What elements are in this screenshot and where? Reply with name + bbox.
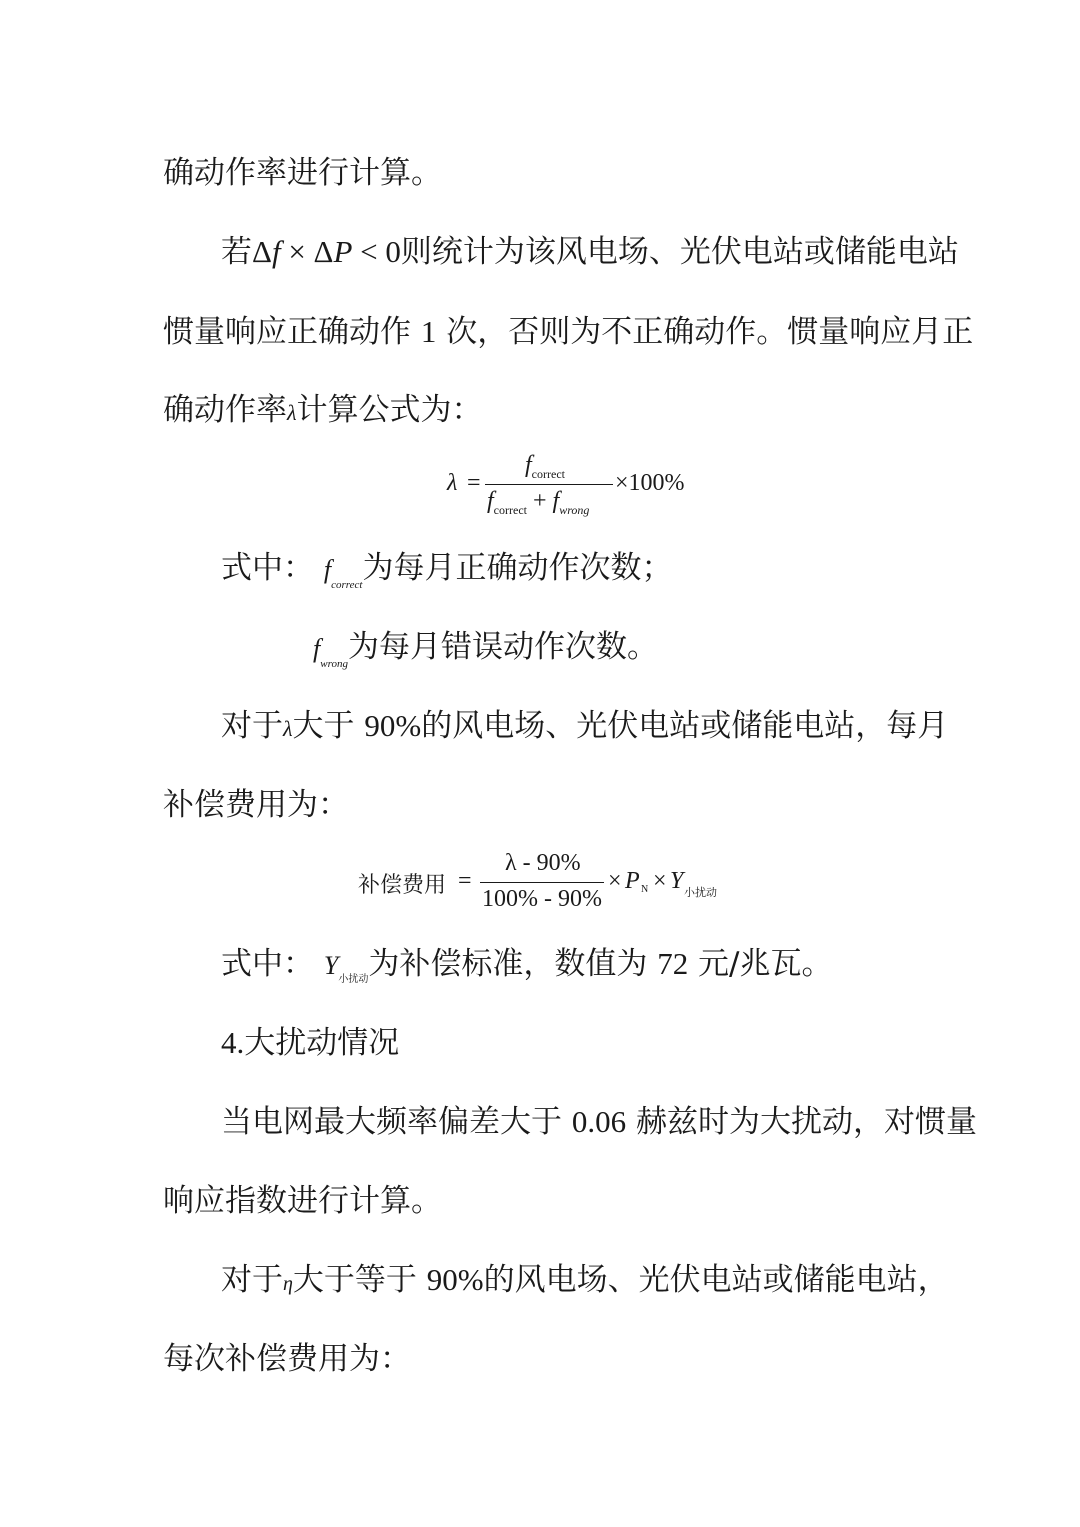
text: 为补偿标准，数值为 <box>368 946 648 982</box>
paragraph-line <box>221 548 672 605</box>
text: 为每月正确动作次数； <box>362 550 673 586</box>
text: 则统计为该风电场、光伏电站或储能电站 <box>400 234 959 270</box>
text: 计算公式为： <box>296 392 483 428</box>
text: 每次补偿费用为： <box>163 1341 411 1377</box>
subscript: 小扰动 <box>338 974 369 985</box>
var-p: P <box>333 234 353 269</box>
text: 元/兆瓦。 <box>698 946 833 982</box>
fraction-bar <box>480 882 604 883</box>
subscript: wrong <box>559 503 590 517</box>
subscript: correct <box>331 579 363 591</box>
var-y: Y <box>670 868 684 894</box>
text: 确动作率进行计算。 <box>163 155 442 191</box>
text: 对于 <box>221 1262 283 1298</box>
inline-formula <box>252 234 401 269</box>
subscript: correct <box>531 467 565 481</box>
paragraph-line <box>163 1339 411 1379</box>
section-heading <box>221 1023 399 1063</box>
number: 72 <box>657 946 689 981</box>
paragraph-line <box>221 1102 977 1142</box>
less-than-symbol: < <box>360 234 378 269</box>
plus-symbol: + <box>532 488 547 514</box>
times-symbol: × <box>653 868 667 894</box>
paragraph-line <box>221 1260 949 1304</box>
number: 1 <box>420 314 437 349</box>
var-f: f <box>487 488 494 514</box>
paragraph-line <box>163 785 349 825</box>
var-y: Y <box>323 951 339 980</box>
paragraph-line <box>163 312 973 352</box>
fraction-numerator <box>525 452 565 482</box>
text: 的风电场、光伏电站或储能电站，每月 <box>421 708 949 744</box>
text: 响应指数进行计算。 <box>163 1183 442 1219</box>
var-f: f <box>552 488 560 514</box>
fraction-denominator <box>487 488 589 518</box>
number: 0.06 <box>571 1104 627 1139</box>
paragraph-line <box>163 390 483 433</box>
denominator-text: 100% - 90% <box>482 886 602 912</box>
text: 惯量响应正确动作 <box>163 314 411 350</box>
paragraph-line <box>163 1181 442 1221</box>
delta-symbol: Δ <box>252 234 272 269</box>
numerator-text: λ - 90% <box>505 850 581 876</box>
text: 的风电场、光伏电站或储能电站， <box>483 1262 949 1298</box>
lambda-symbol: λ <box>283 716 293 741</box>
text: 当电网最大频率偏差大于 <box>221 1104 562 1140</box>
var-f: f <box>323 555 332 584</box>
text: 对于 <box>221 708 283 744</box>
section-number: 4. <box>221 1025 245 1060</box>
lambda-symbol: λ <box>287 400 297 425</box>
fraction-numerator <box>505 850 581 877</box>
text: 赫兹时为大扰动，对惯量 <box>635 1104 977 1140</box>
subscript: wrong <box>320 658 348 670</box>
text: 若 <box>221 234 252 270</box>
equals-symbol: = <box>467 470 481 496</box>
paragraph-line <box>163 153 442 193</box>
number: 90% <box>364 708 422 743</box>
var-f: f <box>313 634 321 663</box>
equals-symbol: = <box>458 868 472 894</box>
times-symbol: × <box>608 868 622 894</box>
zero: 0 <box>385 234 401 269</box>
subscript: 小扰动 <box>684 886 717 899</box>
subscript: N <box>641 884 649 895</box>
paragraph-line <box>313 627 658 684</box>
text: 为每月错误动作次数。 <box>347 629 658 665</box>
times-symbol: × <box>288 234 306 269</box>
delta-symbol: Δ <box>313 234 334 269</box>
var-p: P <box>625 868 640 894</box>
number: 90% <box>426 1262 484 1297</box>
text: 大于 <box>292 708 355 744</box>
paragraph-line <box>221 944 833 1000</box>
fraction-denominator <box>482 886 602 913</box>
paragraph-line <box>221 232 959 272</box>
text: 次，否则为不正确动作。惯量响应月正 <box>446 314 974 350</box>
section-title: 大扰动情况 <box>244 1025 400 1061</box>
compensation-label: 补偿费用 <box>358 873 447 898</box>
eta-symbol: η <box>283 1273 293 1295</box>
subscript: correct <box>493 503 527 517</box>
text: 式中： <box>221 550 314 586</box>
times-hundred-percent: ×100% <box>615 470 685 496</box>
paragraph-line <box>221 706 948 749</box>
text: 补偿费用为： <box>163 787 349 823</box>
text: 式中： <box>221 946 314 982</box>
text: 确动作率 <box>163 392 287 428</box>
lambda-symbol: λ <box>447 470 458 496</box>
fraction-bar <box>485 484 613 485</box>
text: 大于等于 <box>292 1262 417 1298</box>
var-f: f <box>525 452 532 478</box>
var-f: f <box>271 234 281 269</box>
